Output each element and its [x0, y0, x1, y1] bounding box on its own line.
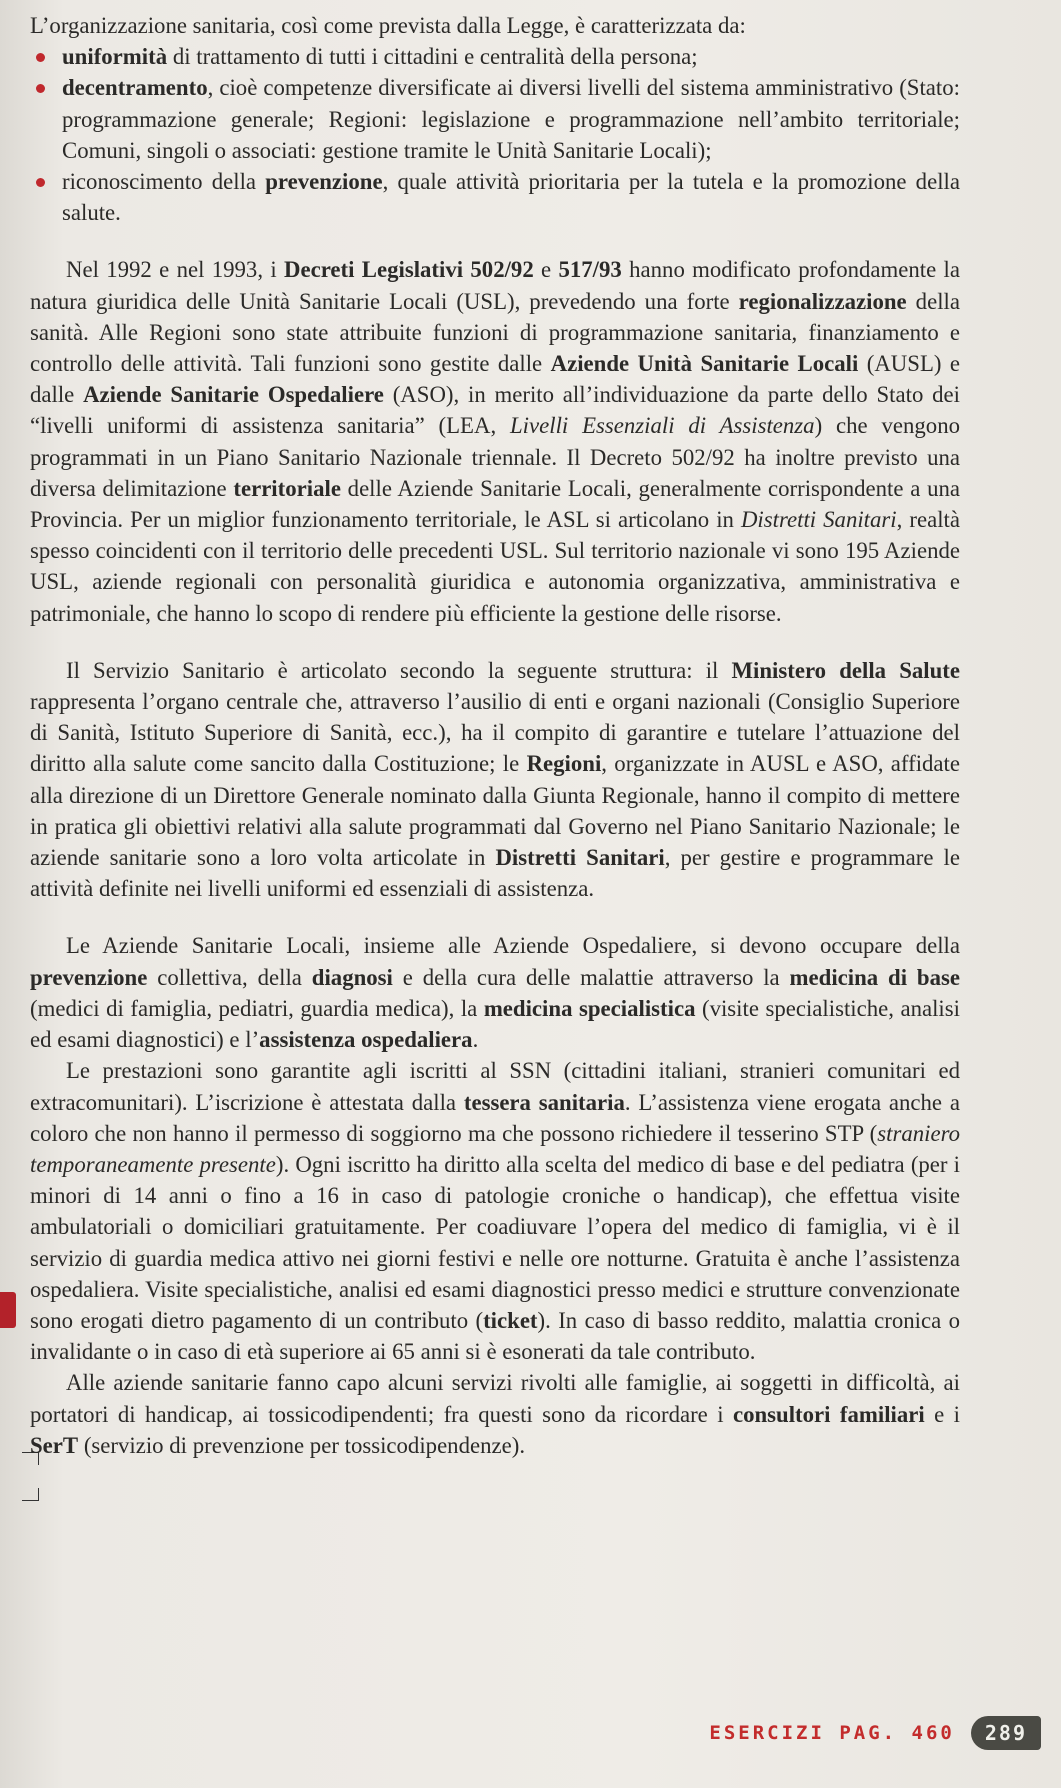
- paragraph-family-services: Alle aziende sanitarie fanno capo alcuni servizi rivolti alle famiglie, ai soggetti in difficoltà, ai portatori di handicap, ai tossicodipendenti; fra questi sono da ricordare i consultori familiari e i SerT (servizio di prevenzione per tossicodipendenze).: [30, 1370, 960, 1458]
- exercises-link[interactable]: ESERCIZI PAG. 460: [709, 1722, 955, 1744]
- paragraph-asl-duties: Le Aziende Sanitarie Locali, insieme alle Aziende Ospedaliere, si devono occupare della prevenzione collettiva, della diagnosi e della cura delle malattie attraverso la medicina di base (medici di famiglia, pediatri, guardia medica), la medicina specialistica (visite specialistiche, analisi ed esami diagnostici) e l’assistenza ospedaliera.: [30, 933, 960, 1053]
- margin-red-tab: [0, 1292, 16, 1328]
- bullet-dot-icon: [36, 178, 45, 187]
- bullet-dot-icon: [36, 84, 45, 93]
- margin-bracket-bottom: [22, 1488, 39, 1501]
- list-item: riconoscimento della prevenzione, quale attività prioritaria per la tutela e la promozione della salute.: [30, 166, 960, 228]
- page-number-badge: 289: [971, 1716, 1041, 1750]
- intro-lead: L’organizzazione sanitaria, così come prevista dalla Legge, è caratterizzata da:: [30, 13, 746, 38]
- features-list: [30, 41, 960, 228]
- list-item: decentramento, cioè competenze diversificate ai diversi livelli del sistema amministrativo (Stato: programmazione generale; Regioni: legislazione e programmazione nell’ambito territoriale; Comuni, singoli o associati: gestione tramite le Unità Sanitarie Locali);: [30, 72, 960, 166]
- paragraph-structure: Il Servizio Sanitario è articolato secondo la seguente struttura: il Ministero della Salute rappresenta l’organo centrale che, attraverso l’ausilio di enti e organi nazionali (Consiglio Superiore di Sanità, Istituto Superiore di Sanità, ecc.), ha il compito di garantire e tutelare l’attuazione del diritto alla salute come sancito dalla Costituzione; le Regioni, organizzate in AUSL e ASO, affidate alla direzione di un Direttore Generale nominato dalla Giunta Regionale, hanno il compito di mettere in pratica gli obiettivi relativi alla salute programmati dal Governo nel Piano Sanitario Nazionale; le aziende sanitarie sono a loro volta articolate in Distretti Sanitari, per gestire e programmare le attività definite nei livelli uniformi ed essenziali di assistenza.: [30, 657, 961, 902]
- bullet-dot-icon: [36, 53, 45, 62]
- text-column: [30, 10, 960, 1461]
- page-footer: [703, 1716, 1041, 1750]
- list-item: uniformità di trattamento di tutti i cittadini e centralità della persona;: [30, 41, 960, 72]
- paragraph-decrees: Nel 1992 e nel 1993, i Decreti Legislativi 502/92 e 517/93 hanno modificato profondamente la natura giuridica delle Unità Sanitarie Locali (USL), prevedendo una forte regionalizzazione della sanità. Alle Regioni sono state attribuite funzioni di programmazione sanitaria, finanziamento e controllo delle attività. Tali funzioni sono gestite dalle Aziende Unità Sanitarie Locali (AUSL) e dalle Aziende Sanitarie Ospedaliere (ASO), in merito all’individuazione da parte dello Stato dei “livelli uniformi di assistenza sanitaria” (LEA, Livelli Essenziali di Assistenza) che vengono programmati in un Piano Sanitario Nazionale triennale. Il Decreto 502/92 ha inoltre previsto una diversa delimitazione territoriale delle Aziende Sanitarie Locali, generalmente corrispondente a una Provincia. Per un miglior funzionamento territoriale, le ASL si articolano in Distretti Sanitari, realtà spesso coincidenti con il territorio delle precedenti USL. Sul territorio nazionale vi sono 195 Aziende USL, aziende regionali con personalità giuridica e autonomia organizzativa, amministrativa e patrimoniale, che hanno lo scopo di rendere più efficiente la gestione delle risorse.: [30, 257, 961, 626]
- paragraph-services: Le prestazioni sono garantite agli iscritti al SSN (cittadini italiani, stranieri comunitari ed extracomunitari). L’iscrizione è attestata dalla tessera sanitaria. L’assistenza viene erogata anche a coloro che non hanno il permesso di soggiorno ma che possono richiedere il tesserino STP (straniero temporaneamente presente). Ogni iscritto ha diritto alla scelta del medico di base e del pediatra (per i minori di 14 anni o fino a 16 in caso di patologie croniche o handicap), che effettua visite ambulatoriali o domiciliari gratuitamente. Per coadiuvare l’opera del medico di famiglia, vi è il servizio di guardia medica attivo nei giorni festivi e nelle ore notturne. Gratuita è anche l’assistenza ospedaliera. Visite specialistiche, analisi ed esami diagnostici presso medici e strutture convenzionate sono erogati dietro pagamento di un contributo (ticket). In caso di basso reddito, malattia cronica o invalidante o in caso di età superiore ai 65 anni si è esonerati da tale contributo.: [30, 1058, 960, 1365]
